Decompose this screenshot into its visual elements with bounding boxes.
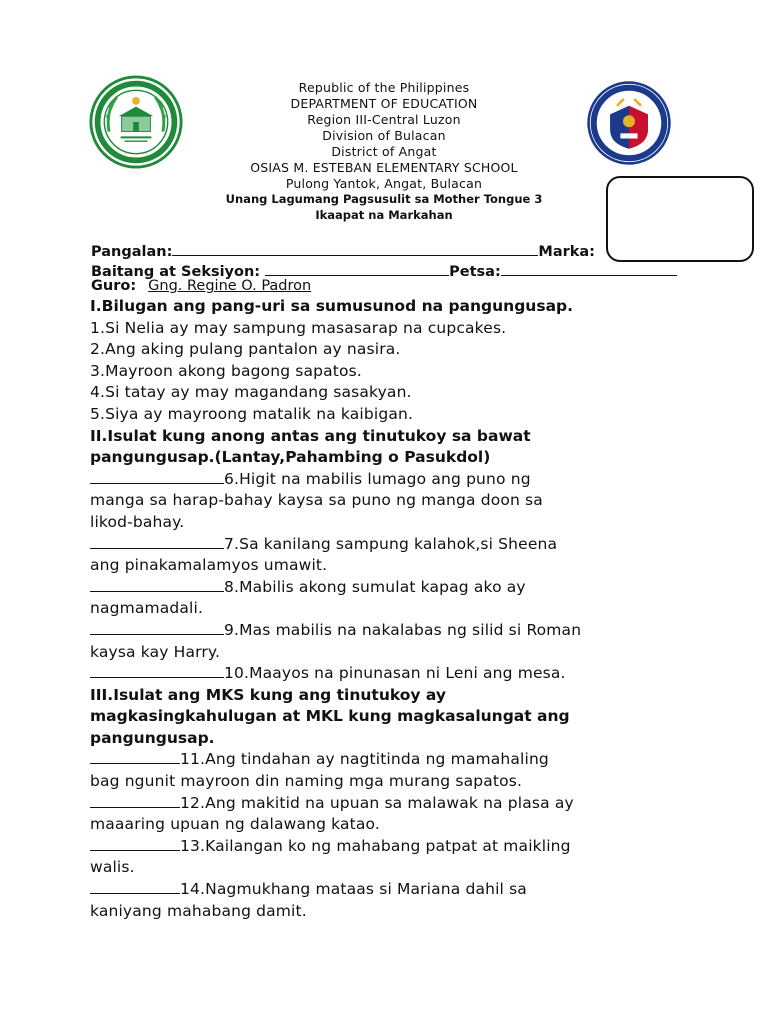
- answer-blank[interactable]: [90, 469, 224, 484]
- item-continuation: bag ngunit mayroon din naming mga murang sapatos.: [90, 772, 523, 791]
- date-blank[interactable]: [501, 260, 677, 276]
- answer-blank[interactable]: [90, 793, 180, 808]
- part2-item: [90, 620, 690, 642]
- grade-label: Baitang at Seksiyon:: [91, 264, 261, 280]
- part2-item: [90, 663, 690, 685]
- part2-heading-cont: pangungusap.(Lantay,Pahambing o Pasukdol): [90, 448, 491, 467]
- item-text: 14.Nagmukhang mataas si Mariana dahil sa: [180, 880, 527, 899]
- answer-blank[interactable]: [90, 879, 180, 894]
- answer-blank[interactable]: [90, 620, 224, 635]
- quarter-title: Ikaapat na Markahan: [315, 207, 453, 222]
- school-address: Pulong Yantok, Angat, Bulacan: [285, 176, 483, 191]
- part1-item: 4.Si tatay ay may magandang sasakyan.: [90, 383, 412, 402]
- region-line: Region III-Central Luzon: [307, 112, 461, 127]
- school-seal-logo: [88, 74, 184, 170]
- part2-heading: II.Isulat kung anong antas ang tinutukoy sa bawat: [90, 426, 531, 445]
- item-text: 12.Ang makitid na upuan sa malawak na plasa ay: [180, 793, 574, 812]
- part3-item: [90, 749, 690, 771]
- answer-blank[interactable]: [90, 663, 224, 678]
- part3-heading-cont: pangungusap.: [90, 728, 215, 747]
- teacher-name: Gng. Regine O. Padron: [148, 278, 312, 294]
- part1-heading: I.Bilugan ang pang-uri sa sumusunod na pangungusap.: [90, 297, 574, 315]
- score-box: [606, 176, 754, 262]
- part3-heading-cont: magkasingkahulugan at MKL kung magkasalungat ang: [90, 707, 570, 726]
- item-continuation: maaaring upuan ng dalawang katao.: [90, 815, 380, 834]
- part3-heading: III.Isulat ang MKS kung ang tinutukoy ay: [90, 685, 446, 704]
- deped-seal-logo: [586, 80, 672, 166]
- district-line: District of Angat: [331, 144, 437, 159]
- answer-blank[interactable]: [90, 749, 180, 764]
- teacher-label: Guro:: [91, 278, 137, 294]
- name-label: Pangalan:: [91, 244, 173, 260]
- item-text: 8.Mabilis akong sumulat kapag ako ay: [224, 577, 526, 596]
- part3-item: [90, 879, 690, 901]
- item-text: 7.Sa kanilang sampung kalahok,si Sheena: [224, 534, 558, 553]
- part2-item: [90, 469, 690, 491]
- item-text: 10.Maayos na pinunasan ni Leni ang mesa.: [224, 664, 566, 683]
- item-continuation: likod-bahay.: [90, 512, 185, 531]
- grade-blank[interactable]: [265, 260, 449, 276]
- part3-item: [90, 836, 690, 858]
- test-title: Unang Lagumang Pagsusulit sa Mother Tongue 3: [225, 192, 543, 206]
- part3-item: [90, 793, 690, 815]
- part1-item: 5.Siya ay mayroong matalik na kaibigan.: [90, 404, 414, 423]
- date-label: Petsa:: [449, 264, 501, 280]
- item-text: 6.Higit na mabilis lumago ang puno ng: [224, 469, 531, 488]
- item-continuation: kaysa kay Harry.: [90, 642, 221, 661]
- item-continuation: walis.: [90, 858, 135, 877]
- name-blank[interactable]: [172, 240, 538, 256]
- department-line: DEPARTMENT OF EDUCATION: [290, 96, 478, 111]
- item-continuation: kaniyang mahabang damit.: [90, 901, 307, 920]
- part2-item: [90, 534, 690, 556]
- score-label: Marka:: [538, 244, 595, 260]
- school-header: [200, 80, 568, 223]
- item-continuation: manga sa harap-bahay kaysa sa puno ng manga doon sa: [90, 491, 543, 510]
- answer-blank[interactable]: [90, 534, 224, 549]
- part1-item: 3.Mayroon akong bagong sapatos.: [90, 361, 362, 380]
- item-continuation: ang pinakamalamyos umawit.: [90, 556, 328, 575]
- republic-line: Republic of the Philippines: [298, 80, 470, 95]
- school-name: OSIAS M. ESTEBAN ELEMENTARY SCHOOL: [250, 160, 518, 175]
- answer-blank[interactable]: [90, 836, 180, 851]
- item-continuation: nagmamadali.: [90, 599, 204, 618]
- worksheet-content: [90, 296, 690, 922]
- name-field-row: [91, 240, 595, 261]
- item-text: 11.Ang tindahan ay nagtitinda ng mamahaling: [180, 750, 549, 769]
- division-line: Division of Bulacan: [322, 128, 446, 143]
- part1-item: 2.Ang aking pulang pantalon ay nasira.: [90, 340, 401, 359]
- part1-item: 1.Si Nelia ay may sampung masasarap na cupcakes.: [90, 318, 507, 337]
- item-text: 9.Mas mabilis na nakalabas ng silid si Roman: [224, 620, 582, 639]
- item-text: 13.Kailangan ko ng mahabang patpat at maikling: [180, 836, 571, 855]
- answer-blank[interactable]: [90, 577, 224, 592]
- part2-item: [90, 577, 690, 599]
- teacher-field-row: [91, 277, 317, 295]
